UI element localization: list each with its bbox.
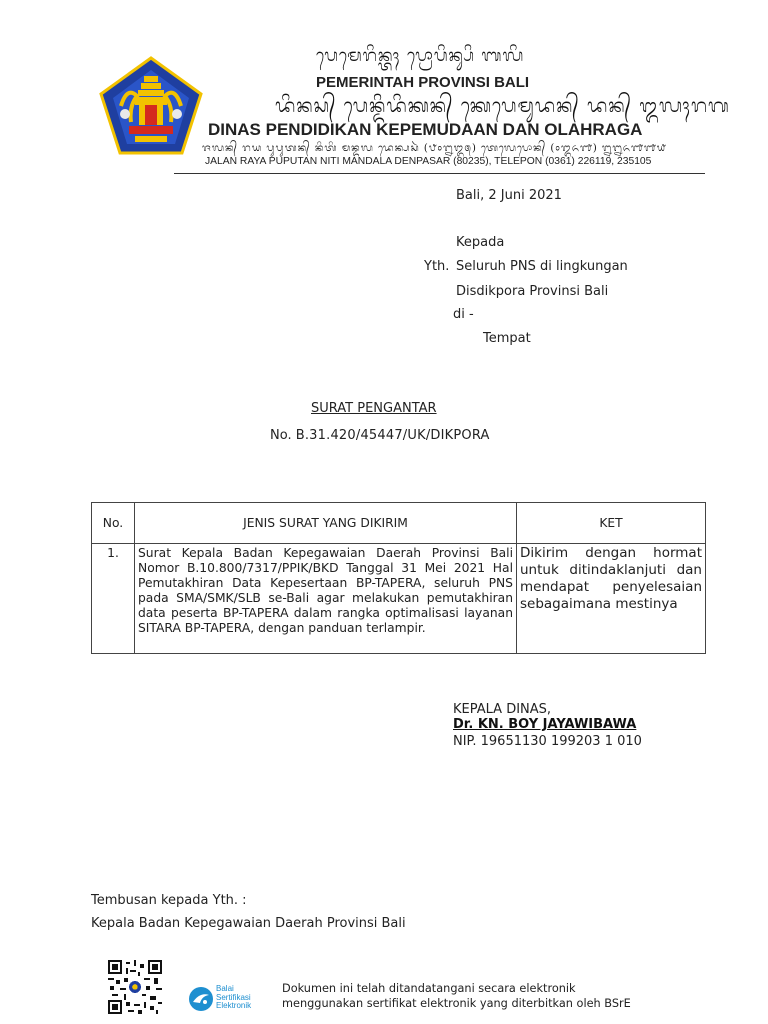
signature-name: Dr. KN. BOY JAYAWIBAWA — [453, 717, 637, 732]
signature-position: KEPALA DINAS, — [453, 702, 552, 717]
recipient-line1: Seluruh PNS di lingkungan — [456, 259, 628, 274]
balinese-script-province: ᬧᬾᬫᬾᬭᬶᬦ᭄ᬢᬄ ᬧ᭄ᬭᭀᬧᬶᬦ᭄ᬲᬶ ᬩᬮᬶ — [316, 46, 525, 66]
government-name: PEMERINTAH PROVINSI BALI — [316, 74, 530, 91]
letter-number-prefix: No. — [270, 428, 292, 443]
table-header-ket: KET — [517, 503, 706, 544]
header-divider — [174, 173, 705, 174]
balinese-script-dinas: ᬤᬶᬦᬲ᭄ ᬧᬾᬦ᭄ᬤᬶᬤᬶᬓᬦ᭄ ᬓᬾᬧᬾᬫᬸᬤᬦ᭄ ᬤᬦ᭄ ᬑᬮᬄᬭᬕ — [275, 95, 730, 117]
recipient-yth: Yth. — [424, 259, 450, 274]
table-header-no: No. — [92, 503, 135, 544]
bsre-text-line1: Balai — [216, 984, 234, 993]
table-cell-jenis: Surat Kepala Badan Kepegawaian Daerah Provinsi Bali Nomor B.10.800/7317/PPIK/BKD Tanggal 31 Mei 2021 Hal Pemutakhiran Data Kepesertaan BP-TAPERA, seluruh PNS pada SMA/SMK/SLB se-Bali agar melakukan pemutakhiran data peserta BP-TAPERA dalam rangka optimalisasi layanan SITARA BP-TAPERA, dengan panduan terlampir. — [135, 544, 517, 654]
recipient-kepada: Kepada — [456, 235, 505, 250]
bsre-text-line3: Elektronik — [216, 1001, 252, 1010]
recipient-line2: Disdikpora Provinsi Bali — [456, 284, 609, 299]
dinas-name: DINAS PENDIDIKAN KEPEMUDAAN DAN OLAHRAGA — [208, 120, 643, 139]
bali-province-emblem — [99, 56, 203, 156]
cc-label: Tembusan kepada Yth. : — [91, 893, 247, 908]
table-cell-no: 1. — [92, 544, 135, 654]
bsre-emblem-icon — [188, 986, 214, 1012]
bsre-logo — [188, 985, 278, 1013]
esign-line1: Dokumen ini telah ditandatangani secara elektronik — [282, 982, 576, 995]
office-address: JALAN RAYA PUPUTAN NITI MANDALA DENPASAR (80235), TELEPON (0361) 226119, 235105 — [205, 156, 652, 167]
esign-line2: menggunakan sertifikat elektronik yang diterbitkan oleh BSrE — [282, 997, 631, 1010]
recipient-di: di - — [453, 307, 474, 322]
letter-number — [270, 428, 490, 443]
bsre-text-line2: Sertifikasi — [216, 992, 251, 1002]
balinese-script-address: ᬚᬮᬦ᭄ ᬭᬬ ᬧᬸᬧᬸᬢᬦ᭄ ᬦᬶᬢᬶ ᬫᬦ᭄ᬤᬮ ᬤᬾᬦ᭄ᬧᬲᬃ (᭘᭐᭒᭓᭕) ᬢᬾᬮᬾᬧᭀᬦ᭄ (᭐᭓᭖᭑) ᭒᭒᭖᭑᭑᭙ — [202, 143, 667, 154]
letter-date: Bali, 2 Juni 2021 — [456, 188, 562, 203]
letter-number-value: B.31.420/45447/UK/DIKPORA — [295, 428, 490, 443]
table-cell-ket: Dikirim dengan hormat untuk ditindaklanjuti dan mendapat penyelesaian sebagaimana mestinya — [517, 544, 706, 654]
esign-notice — [282, 981, 631, 1011]
qr-code-icon — [108, 960, 162, 1014]
letter-title: SURAT PENGANTAR — [311, 401, 437, 416]
table-header-row — [92, 503, 706, 544]
cc-item: Kepala Badan Kepegawaian Daerah Provinsi Bali — [91, 916, 406, 931]
table-header-jenis: JENIS SURAT YANG DIKIRIM — [135, 503, 517, 544]
table-row — [92, 544, 706, 654]
recipient-tempat: Tempat — [483, 331, 531, 346]
document-table — [91, 502, 706, 654]
signature-nip: NIP. 19651130 199203 1 010 — [453, 734, 642, 749]
